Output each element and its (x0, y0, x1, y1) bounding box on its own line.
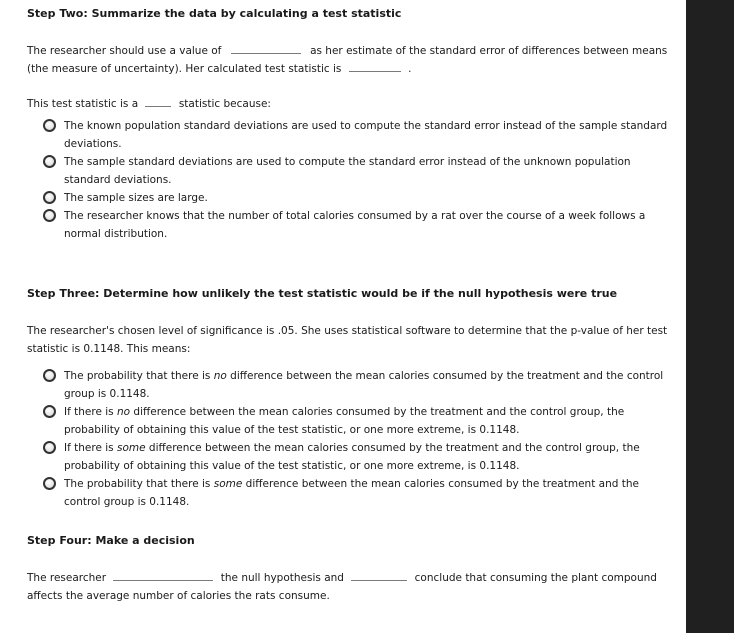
step-two-options (43, 117, 670, 243)
radio-button-icon[interactable] (43, 477, 56, 490)
standard-error-paragraph (27, 42, 670, 78)
standard-error-text-end: . (408, 63, 412, 75)
standard-error-blank[interactable] (231, 43, 301, 54)
radio-button-icon[interactable] (43, 209, 56, 222)
option-label: The probability that there is no difference between the mean calories consumed by the treatment and the control group is 0.1148. (64, 370, 664, 400)
step-three-options (43, 367, 670, 511)
decision-text-c: conclude that consuming the plant compound affects the average number of calories the rats consume. (27, 572, 657, 602)
step-two-option-2[interactable] (43, 153, 670, 189)
option-label: The sample standard deviations are used to compute the standard error instead of the unknown population standard deviations. (64, 156, 631, 186)
option-label: If there is no difference between the mean calories consumed by the treatment and the control group, the probability of obtaining this value of the test statistic, or one more extreme, is 0.1148. (64, 406, 625, 436)
option-label: The known population standard deviations are used to compute the standard error instead of the sample standard deviations. (64, 120, 668, 150)
step-two-option-3[interactable] (43, 189, 670, 207)
step-three-option-4[interactable] (43, 475, 670, 511)
decision-text-a: The researcher (27, 572, 107, 584)
conclude-blank[interactable] (351, 570, 407, 581)
radio-button-icon[interactable] (43, 155, 56, 168)
statistic-type-text-a: This test statistic is a (27, 98, 139, 110)
decision-blank[interactable] (113, 570, 213, 581)
statistic-type-blank[interactable] (145, 96, 171, 107)
radio-button-icon[interactable] (43, 369, 56, 382)
step-three-option-3[interactable] (43, 439, 670, 475)
step-two-heading: Step Two: Summarize the data by calculating a test statistic (27, 7, 402, 20)
option-label: The sample sizes are large. (64, 192, 208, 204)
step-four-heading: Step Four: Make a decision (27, 534, 195, 547)
step-three-option-1[interactable] (43, 367, 670, 403)
option-label: The probability that there is some difference between the mean calories consumed by the treatment and the control group is 0.1148. (64, 478, 639, 508)
radio-button-icon[interactable] (43, 119, 56, 132)
step-three-heading: Step Three: Determine how unlikely the test statistic would be if the null hypothesis were true (27, 287, 618, 300)
radio-button-icon[interactable] (43, 441, 56, 454)
step-three-option-2[interactable] (43, 403, 670, 439)
statistic-type-text-b: statistic because: (178, 98, 271, 110)
standard-error-text-a: The researcher should use a value of (27, 45, 222, 57)
decision-text-b: the null hypothesis and (220, 572, 344, 584)
standard-error-text-b: as her estimate of the standard error of differences between means (the measure of uncertainty). Her calculated test statistic is (27, 45, 668, 75)
step-two-option-4[interactable] (43, 207, 670, 243)
option-label: If there is some difference between the mean calories consumed by the treatment and the control group, the probability of obtaining this value of the test statistic, or one more extreme, is 0.1148. (64, 442, 640, 472)
option-label: The researcher knows that the number of total calories consumed by a rat over the course of a week follows a normal distribution. (64, 210, 646, 240)
test-statistic-blank[interactable] (349, 61, 401, 72)
radio-button-icon[interactable] (43, 405, 56, 418)
step-two-option-1[interactable] (43, 117, 670, 153)
decision-paragraph (27, 569, 670, 605)
step-three-intro: The researcher's chosen level of significance is .05. She uses statistical software to determine that the p-value of her test statistic is 0.1148. This means: (27, 325, 668, 355)
statistic-type-paragraph (27, 95, 670, 113)
radio-button-icon[interactable] (43, 191, 56, 204)
